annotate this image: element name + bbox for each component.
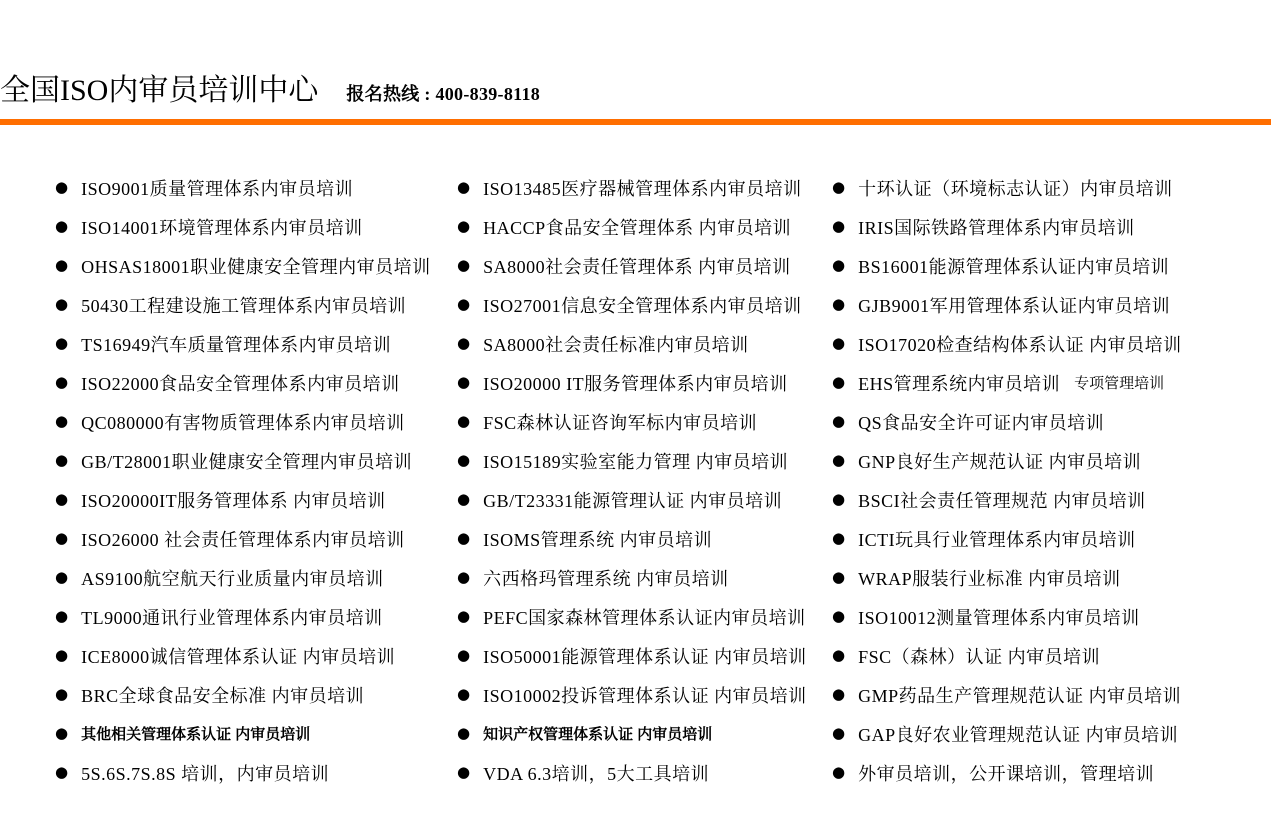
course-item-label: TL9000通讯行业管理体系内审员培训 (81, 607, 383, 628)
course-item[interactable] (832, 753, 1182, 792)
bullet-icon: ● (832, 763, 846, 781)
bullet-icon: ● (832, 607, 846, 625)
course-item-label: ISOMS管理系统 内审员培训 (483, 529, 713, 550)
course-item[interactable] (457, 675, 807, 714)
course-item[interactable] (55, 675, 431, 714)
course-item-label: QC080000有害物质管理体系内审员培训 (81, 412, 405, 433)
course-column-1 (55, 168, 431, 792)
course-item-label: GJB9001军用管理体系认证内审员培训 (858, 295, 1171, 316)
course-item[interactable] (457, 636, 807, 675)
bullet-icon: ● (55, 295, 69, 313)
course-item[interactable] (832, 363, 1182, 402)
course-item[interactable] (832, 441, 1182, 480)
course-item-label: GMP药品生产管理规范认证 内审员培训 (858, 685, 1182, 706)
bullet-icon: ● (832, 451, 846, 469)
course-item[interactable] (457, 207, 807, 246)
course-item[interactable] (832, 168, 1182, 207)
course-item[interactable] (55, 519, 431, 558)
course-item-label: ISO26000 社会责任管理体系内审员培训 (81, 529, 405, 550)
course-item[interactable] (832, 714, 1182, 753)
course-item[interactable] (457, 402, 807, 441)
course-item-label: ISO10012测量管理体系内审员培训 (858, 607, 1140, 628)
bullet-icon: ● (832, 529, 846, 547)
course-item[interactable] (55, 636, 431, 675)
course-item-label: ISO10002投诉管理体系认证 内审员培训 (483, 685, 807, 706)
course-item[interactable] (457, 714, 807, 753)
course-item[interactable] (832, 675, 1182, 714)
course-item-label: BRC全球食品安全标准 内审员培训 (81, 685, 365, 706)
bullet-icon: ● (55, 607, 69, 625)
course-item-label: GAP良好农业管理规范认证 内审员培训 (858, 724, 1179, 745)
course-item-label: ISO14001环境管理体系内审员培训 (81, 217, 363, 238)
course-column-2 (457, 168, 807, 792)
bullet-icon: ● (55, 373, 69, 391)
course-item-label: ISO27001信息安全管理体系内审员培训 (483, 295, 802, 316)
course-item[interactable] (55, 246, 431, 285)
bullet-icon: ● (55, 334, 69, 352)
bullet-icon: ● (457, 373, 471, 391)
bullet-icon: ● (55, 178, 69, 196)
course-item[interactable] (832, 519, 1182, 558)
course-item[interactable] (457, 480, 807, 519)
course-item[interactable] (457, 597, 807, 636)
bullet-icon: ● (832, 568, 846, 586)
course-item-label: OHSAS18001职业健康安全管理内审员培训 (81, 256, 431, 277)
bullet-icon: ● (55, 763, 69, 781)
bullet-icon: ● (457, 412, 471, 430)
course-item[interactable] (55, 597, 431, 636)
course-item-label: 50430工程建设施工管理体系内审员培训 (81, 295, 407, 316)
course-item-label: SA8000社会责任标准内审员培训 (483, 334, 749, 355)
course-item-label: ISO13485医疗器械管理体系内审员培训 (483, 178, 802, 199)
bullet-icon: ● (832, 373, 846, 391)
course-item[interactable] (832, 246, 1182, 285)
course-item[interactable] (55, 714, 431, 753)
course-item-label: GB/T28001职业健康安全管理内审员培训 (81, 451, 413, 472)
course-item[interactable] (457, 363, 807, 402)
course-item-label: IRIS国际铁路管理体系内审员培训 (858, 217, 1135, 238)
course-item[interactable] (832, 597, 1182, 636)
course-item[interactable] (832, 558, 1182, 597)
course-item[interactable] (457, 519, 807, 558)
course-item-label: FSC森林认证咨询军标内审员培训 (483, 412, 758, 433)
course-item[interactable] (457, 324, 807, 363)
course-item[interactable] (457, 558, 807, 597)
bullet-icon: ● (457, 256, 471, 274)
bullet-icon: ● (832, 178, 846, 196)
bullet-icon: ● (457, 685, 471, 703)
course-item-label: ISO20000 IT服务管理体系内审员培训 (483, 373, 788, 394)
course-item-label: 知识产权管理体系认证 内审员培训 (483, 726, 713, 743)
course-item-label: 5S.6S.7S.8S 培训，内审员培训 (81, 763, 330, 784)
bullet-icon: ● (832, 217, 846, 235)
course-item[interactable] (55, 441, 431, 480)
course-item-label: VDA 6.3培训，5大工具培训 (483, 763, 710, 784)
course-item-label: ISO20000IT服务管理体系 内审员培训 (81, 490, 386, 511)
bullet-icon: ● (457, 529, 471, 547)
bullet-icon: ● (832, 724, 846, 742)
bullet-icon: ● (832, 646, 846, 664)
course-item-label: PEFC国家森林管理体系认证内审员培训 (483, 607, 806, 628)
course-item-label: TS16949汽车质量管理体系内审员培训 (81, 334, 392, 355)
bullet-icon: ● (832, 256, 846, 274)
bullet-icon: ● (832, 685, 846, 703)
hotline-separator: : (419, 84, 436, 104)
course-item[interactable] (832, 480, 1182, 519)
bullet-icon: ● (55, 256, 69, 274)
course-item-label: BSCI社会责任管理规范 内审员培训 (858, 490, 1146, 511)
course-item[interactable] (832, 207, 1182, 246)
course-item-label: 外审员培训，公开课培训，管理培训 (858, 763, 1155, 784)
course-item-label: WRAP服装行业标准 内审员培训 (858, 568, 1121, 589)
course-item[interactable] (832, 324, 1182, 363)
course-item-label: EHS管理系统内审员培训 (858, 373, 1061, 394)
bullet-icon: ● (55, 724, 69, 742)
course-item[interactable] (832, 285, 1182, 324)
course-item-label: 其他相关管理体系认证 内审员培训 (81, 726, 311, 743)
course-item-label: ISO17020检查结构体系认证 内审员培训 (858, 334, 1182, 355)
course-item-label: BS16001能源管理体系认证内审员培训 (858, 256, 1170, 277)
hotline (346, 80, 540, 106)
course-item[interactable] (457, 753, 807, 792)
hotline-number: 400-839-8118 (435, 84, 541, 104)
course-item[interactable] (832, 636, 1182, 675)
course-item-label: ISO50001能源管理体系认证 内审员培训 (483, 646, 807, 667)
course-item-label: ICTI玩具行业管理体系内审员培训 (858, 529, 1136, 550)
bullet-icon: ● (55, 412, 69, 430)
course-item-label: 十环认证（环境标志认证）内审员培训 (858, 178, 1173, 199)
bullet-icon: ● (832, 412, 846, 430)
course-item[interactable] (832, 402, 1182, 441)
bullet-icon: ● (457, 490, 471, 508)
bullet-icon: ● (457, 295, 471, 313)
bullet-icon: ● (457, 178, 471, 196)
course-item[interactable] (55, 168, 431, 207)
course-item[interactable] (55, 207, 431, 246)
bullet-icon: ● (832, 334, 846, 352)
course-item-suffix-label: 专项管理培训 (1074, 375, 1165, 392)
course-item-label: ISO9001质量管理体系内审员培训 (81, 178, 354, 199)
bullet-icon: ● (55, 217, 69, 235)
bullet-icon: ● (832, 295, 846, 313)
course-item[interactable] (55, 558, 431, 597)
header-divider (0, 119, 1271, 125)
bullet-icon: ● (55, 490, 69, 508)
bullet-icon: ● (55, 451, 69, 469)
course-item-label: SA8000社会责任管理体系 内审员培训 (483, 256, 791, 277)
course-item[interactable] (457, 168, 807, 207)
course-item[interactable] (457, 285, 807, 324)
course-item[interactable] (55, 324, 431, 363)
bullet-icon: ● (457, 763, 471, 781)
course-item-label: 六西格玛管理系统 内审员培训 (483, 568, 729, 589)
course-item[interactable] (55, 480, 431, 519)
bullet-icon: ● (457, 568, 471, 586)
course-item-label: HACCP食品安全管理体系 内审员培训 (483, 217, 792, 238)
course-item[interactable] (55, 285, 431, 324)
course-item-label: ISO15189实验室能力管理 内审员培训 (483, 451, 789, 472)
site-header (0, 74, 540, 109)
course-item-label: GB/T23331能源管理认证 内审员培训 (483, 490, 783, 511)
course-item[interactable] (55, 363, 431, 402)
course-item[interactable] (457, 441, 807, 480)
bullet-icon: ● (55, 529, 69, 547)
bullet-icon: ● (55, 568, 69, 586)
bullet-icon: ● (457, 607, 471, 625)
course-item[interactable] (55, 402, 431, 441)
course-item[interactable] (55, 753, 431, 792)
bullet-icon: ● (457, 334, 471, 352)
hotline-label: 报名热线 (346, 84, 420, 104)
course-item-label: ICE8000诚信管理体系认证 内审员培训 (81, 646, 396, 667)
course-item-label: AS9100航空航天行业质量内审员培训 (81, 568, 384, 589)
bullet-icon: ● (832, 490, 846, 508)
course-item-label: QS食品安全许可证内审员培训 (858, 412, 1105, 433)
bullet-icon: ● (55, 646, 69, 664)
course-item-label: FSC（森林）认证 内审员培训 (858, 646, 1101, 667)
bullet-icon: ● (457, 724, 471, 742)
page-title: 全国ISO内审员培训中心 (0, 74, 319, 107)
bullet-icon: ● (457, 646, 471, 664)
course-item[interactable] (457, 246, 807, 285)
course-item-label: ISO22000食品安全管理体系内审员培训 (81, 373, 400, 394)
bullet-icon: ● (457, 217, 471, 235)
course-column-3 (832, 168, 1182, 792)
bullet-icon: ● (457, 451, 471, 469)
bullet-icon: ● (55, 685, 69, 703)
course-item-label: GNP良好生产规范认证 内审员培训 (858, 451, 1142, 472)
